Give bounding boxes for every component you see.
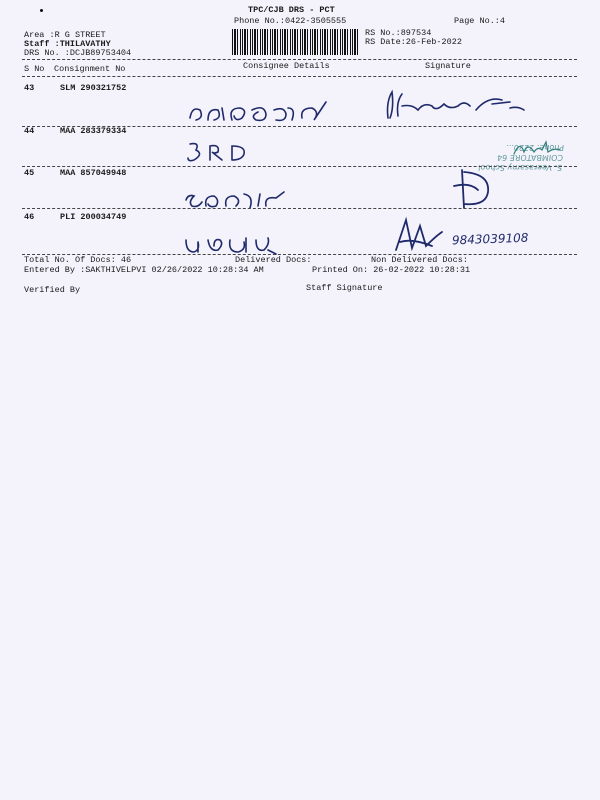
- row-46-consignment: PLI 200034749: [60, 212, 127, 222]
- row-44-consignee-handwriting: [186, 140, 266, 169]
- header-divider-bottom: [22, 76, 577, 77]
- area-field: Area :R G STREET: [24, 30, 106, 40]
- delivered-docs: Delivered Docs:: [235, 255, 312, 265]
- col-consignee: Consignee Details: [243, 61, 330, 71]
- col-consignment: Consignment No: [54, 64, 126, 74]
- col-sno: S No: [24, 64, 45, 74]
- row-45-consignee-handwriting: [184, 186, 294, 217]
- row-45-signature: [448, 164, 498, 219]
- report-title: TPC/CJB DRS - PCT: [248, 5, 335, 15]
- page-number: Page No.:4: [454, 16, 506, 26]
- verified-by: Verified By: [24, 285, 81, 295]
- rs-number: RS No.:897534: [365, 28, 432, 38]
- total-docs: Total No. Of Docs: 46: [24, 255, 132, 265]
- row-divider: [22, 208, 577, 209]
- stamp-line: COIMBATORE 64: [496, 153, 564, 162]
- row-45-consignment: MAA 857049948: [60, 168, 127, 178]
- row-44-sno: 44: [24, 126, 35, 136]
- row-43-consignment: SLM 290321752: [60, 83, 127, 93]
- col-signature: Signature: [425, 61, 471, 71]
- barcode: [232, 29, 358, 55]
- stamp-line: S. Veerasamy School: [477, 163, 563, 172]
- stamp-line: Phone: 2220...: [505, 143, 565, 152]
- phone-handwriting: 9843039108: [451, 230, 529, 248]
- row-44-signature: [512, 138, 562, 163]
- row-46-sno: 46: [24, 212, 35, 222]
- entered-by: Entered By :SAKTHIVELPVI 02/26/2022 10:28:34 AM: [24, 265, 264, 275]
- header-divider-top: [22, 59, 577, 60]
- drs-number: DRS No. :DCJB89753404: [24, 48, 132, 58]
- printed-on: Printed On: 26-02-2022 10:28:31: [312, 265, 471, 275]
- phone-number: Phone No.:0422-3505555: [234, 16, 347, 26]
- scan-speck: [40, 9, 43, 12]
- rs-date: RS Date:26-Feb-2022: [365, 37, 462, 47]
- non-delivered-docs: Non Delivered Docs:: [371, 255, 468, 265]
- staff-signature: Staff Signature: [306, 283, 383, 293]
- row-45-sno: 45: [24, 168, 35, 178]
- row-44-consignment: MAA 283379334: [60, 126, 127, 136]
- consignee-names-text: [0, 0, 1, 1]
- staff-field: Staff :THILAVATHY: [24, 39, 111, 49]
- row-43-sno: 43: [24, 83, 35, 93]
- row-43-signature: [384, 88, 544, 127]
